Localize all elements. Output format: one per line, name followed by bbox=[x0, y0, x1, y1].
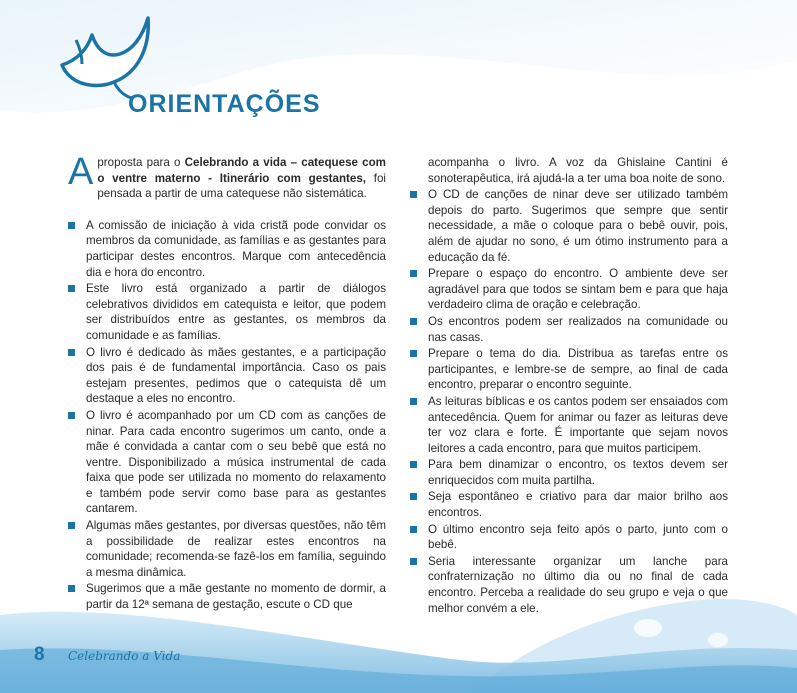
list-item: Este livro está organizado a partir de diálogos celebrativos divididos em catequista e leitor, que podem ser distribuídos entre as gestantes, os membros da comunidade e as famílias. bbox=[68, 281, 386, 343]
list-item: Sugerimos que a mãe gestante no momento de dormir, a partir da 12ª semana de gestação, escute o CD que bbox=[68, 581, 386, 612]
list-item: Prepare o espaço do encontro. O ambiente deve ser agradável para que todos se sintam bem e para que haja verdadeiro clima de oração e celebração. bbox=[410, 266, 728, 313]
list-item: O CD de canções de ninar deve ser utilizado também depois do parto. Sugerimos que sempre que sentir necessidade, a mãe o coloque para o bebê ouvir, pois, além de ajudar no sono, é um ótimo instrumento para a educação da fé. bbox=[410, 187, 728, 265]
intro-paragraph bbox=[68, 151, 386, 202]
intro-text-after: foi pensada a partir de uma catequese não sistemática. bbox=[97, 171, 386, 201]
book-brand: Celebrando a Vida bbox=[68, 649, 181, 663]
list-item: O último encontro seja feito após o parto, junto com o bebê. bbox=[410, 522, 728, 553]
list-item: A comissão de iniciação à vida cristã pode convidar os membros da comunidade, as famílias e as gestantes para participar destes encontros. Marque com antecedência dia e hora do encontro. bbox=[68, 218, 386, 280]
left-bullet-list bbox=[68, 218, 386, 613]
intro-text-before: proposta para o bbox=[97, 156, 185, 169]
right-column bbox=[410, 155, 728, 617]
list-item: Para bem dinamizar o encontro, os textos devem ser enriquecidos com muita partilha. bbox=[410, 457, 728, 488]
list-item: O livro é acompanhado por um CD com as canções de ninar. Para cada encontro sugerimos um canto, onde a mãe é convidada a cantar com o seu bebê que está no ventre. Disponibilizado a música instrumental de cada faixa que pode ser utilizada no momento do relaxamento e também pode servir como base para as gestantes cantarem. bbox=[68, 408, 386, 517]
list-item: Algumas mães gestantes, por diversas questões, não têm a possibilidade de realizar estes encontros na comunidade; recomenda-se fazê-los em família, seguindo a mesma dinâmica. bbox=[68, 518, 386, 580]
list-item-continuation: acompanha o livro. A voz da Ghislaine Cantini é sonoterapêutica, irá ajudá-la a ter uma boa noite de sono. bbox=[428, 156, 728, 185]
right-bullet-list bbox=[410, 155, 728, 616]
page-number: 8 bbox=[34, 644, 45, 665]
list-item: Prepare o tema do dia. Distribua as tarefas entre os participantes, e lembre-se de sempre, ao final de cada encontro, preparar o encontro seguinte. bbox=[410, 346, 728, 393]
intro-bold-title: Celebrando a vida – catequese com o ventre materno - Itinerário com gestantes, bbox=[97, 156, 386, 185]
list-item: Seja espontâneo e criativo para dar maior brilho aos encontros. bbox=[410, 489, 728, 520]
left-column bbox=[68, 151, 386, 614]
list-item: O livro é dedicado às mães gestantes, e a participação dos pais é de fundamental importância. Caso os pais estejam presentes, pedimos que o catequista dê um destaque a eles no encontro. bbox=[68, 345, 386, 407]
page-title: ORIENTAÇÕES bbox=[128, 90, 321, 118]
list-item: Os encontros podem ser realizados na comunidade ou nas casas. bbox=[410, 314, 728, 345]
list-item: As leituras bíblicas e os cantos podem ser ensaiados com antecedência. Quem for animar ou fazer as leituras deve ter voz clara e forte. É importante que sejam novos leitores a cada encontro, para que muitos participem. bbox=[410, 394, 728, 456]
drop-cap: A bbox=[68, 151, 94, 193]
list-item: Seria interessante organizar um lanche para confraternização no último dia ou no final de cada encontro. Perceba a realidade do seu grupo e veja o que melhor convém a ele. bbox=[410, 554, 728, 616]
